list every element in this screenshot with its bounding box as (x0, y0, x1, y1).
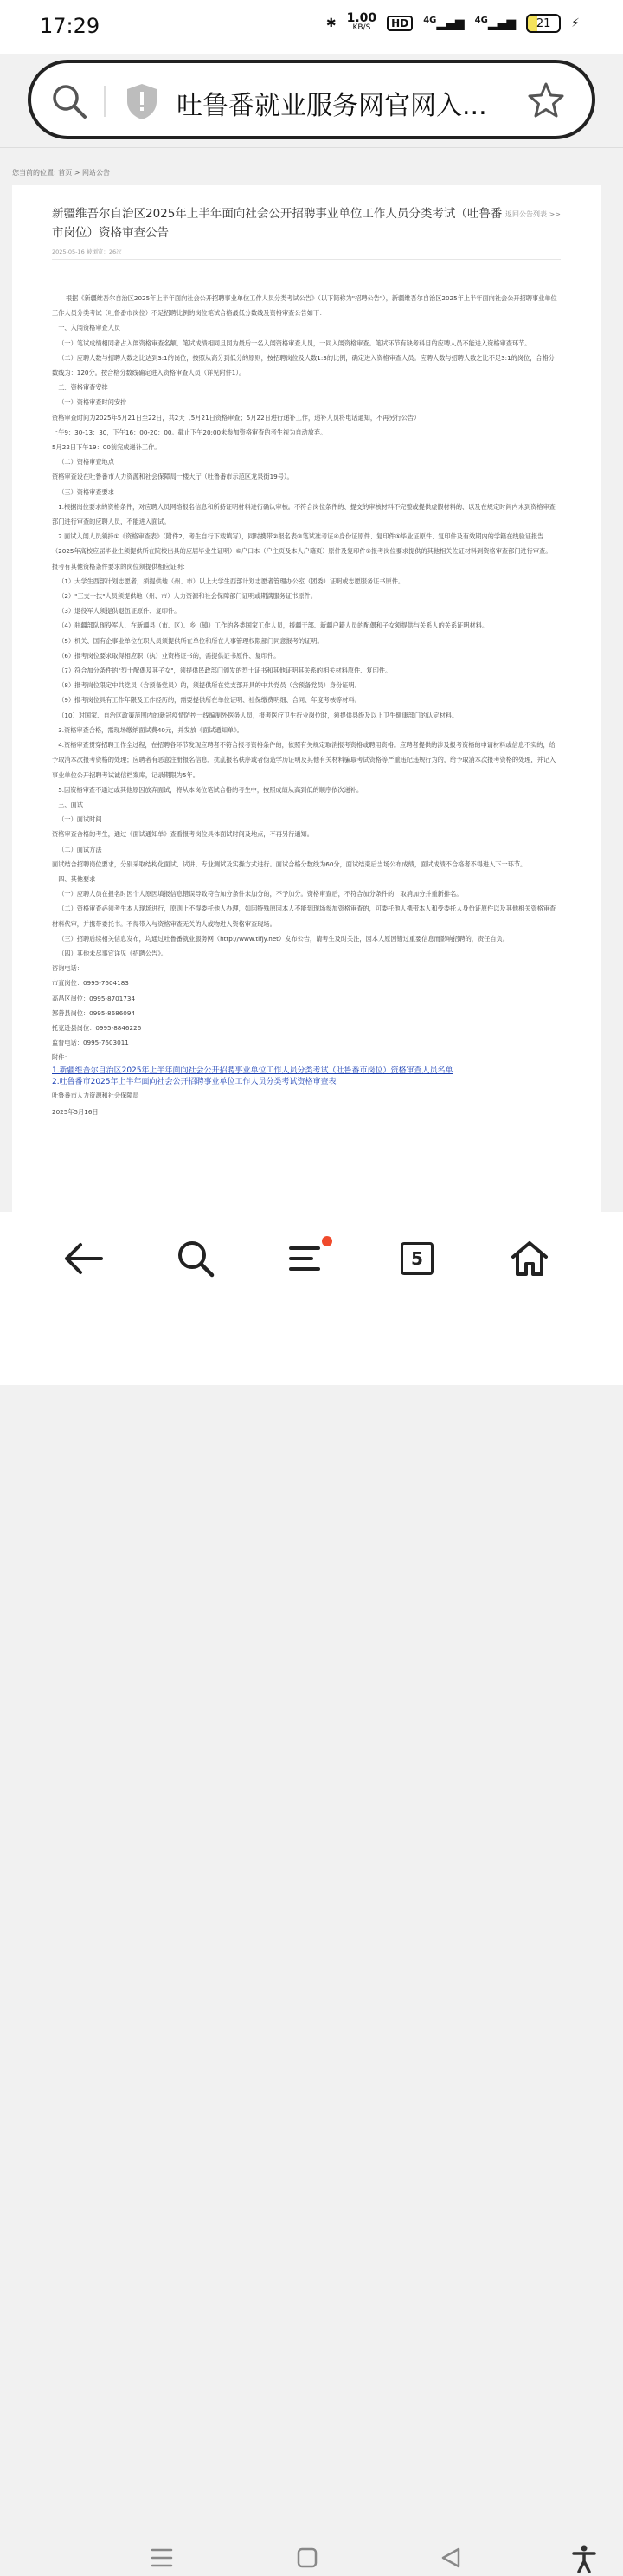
article-paragraph: 监督电话：0995-7603011 (52, 1039, 129, 1047)
article-paragraph: （9）报考岗位具有工作年限及工作经历的，需要提供所在单位证明、社保缴费明细、合同、年度考核等材料。 (58, 696, 361, 705)
article-paragraph: （5）机关、国有企事业单位在职人员须提供所在单位和所在人事管理权限部门同意报考的证明。 (58, 636, 324, 645)
article-paragraph: （二）面试方法 (58, 845, 102, 853)
article-paragraph: 4.资格审查贯穿招聘工作全过程，在招聘各环节发现应聘者不符合报考资格条件的，依照有关规定取消报考资格或聘用资格。应聘者提供的涉及报考资格的申请材料或信息不实的，给予取消本次报考资格的处理；应聘者有恶意注册报名信息，扰乱报名秩序或者伪造学历证明及其他有关材料骗取考试资格等严重违纪违规行为的，给予取消本次报考资格的处理，并记入事业单位公开招聘考试诚信档案库，记录期限为5年。 (52, 741, 556, 779)
article-paragraph: （一）面试时间 (58, 815, 102, 824)
shield-icon[interactable] (125, 82, 159, 124)
article-paragraph: （1）大学生西部计划志愿者，须提供地（州、市）以上大学生西部计划志愿者管理办公室（团委）证明或志愿服务证书原件。 (58, 576, 405, 585)
tabs-count: 5 (401, 1242, 434, 1275)
network-speed: 1.00 KB/S (346, 11, 377, 32)
article-paragraph: 咨询电话： (52, 964, 83, 973)
bookmark-star-icon[interactable] (526, 80, 566, 124)
browser-toolbar (0, 1212, 623, 1385)
tabs-button[interactable] (391, 1233, 443, 1285)
article-paragraph: （二）应聘人数与招聘人数之比达到3:1的岗位，按照从高分到低分的原则，按招聘岗位及人数1:3的比例，确定进入资格审查人员。应聘人数与招聘人数之比不足3:1的岗位，合格分数线为：120分。按合格分数线确定进入资格审查人员（详见附件1）。 (52, 353, 555, 377)
article-paragraph: 鄯善县岗位：0995-8686094 (52, 1008, 136, 1017)
toolbar-separator (0, 147, 623, 148)
article-paragraph: 四、其他要求 (58, 874, 96, 883)
back-nav-icon[interactable] (438, 2545, 464, 2571)
article-paragraph: （二）资格审查必须考生本人现场进行，原则上不得委托他人办理，如因特殊原因本人不能到现场参加资格审查的，可委托他人携带本人和受委托人身份证原件以及其他相关资格审查材料代审，并携带委托书。不得带入与资格审查无关的人或物进入资格审查现场。 (52, 905, 556, 928)
article-card (12, 185, 601, 1212)
signal-icon-2: $^{4G}$▂▄▆ (474, 16, 517, 31)
status-bar (0, 0, 623, 54)
article-paragraph: 市直岗位：0995-7604183 (52, 979, 129, 988)
address-divider (104, 86, 106, 117)
article-paragraph: 面试结合招聘岗位要求，分别采取结构化面试、试讲、专业测试及实操方式进行。面试合格分数线为60分，面试结束后当场公布成绩，面试成绩不合格者不得进入下一环节。 (52, 860, 527, 868)
article-paragraph: 资格审查设在吐鲁番市人力资源和社会保障局一楼大厅（吐鲁番市示范区龙泉街19号）。 (52, 473, 293, 481)
article-paragraph: 资格审查时间为2025年5月21日至22日，共2天（5月21日资格审查；5月22日进行递补工作，递补人员将电话通知，不再另行公告） (52, 413, 421, 422)
url-text[interactable]: 吐鲁番就业服务网官网入... (177, 91, 487, 121)
title-divider (52, 259, 561, 260)
article-paragraph: 二、资格审查安排 (58, 383, 108, 392)
home-nav-icon[interactable] (294, 2545, 320, 2571)
notification-dot (322, 1236, 332, 1246)
article-paragraph: （6）报考岗位要求取得相应职（执）业资格证书的，需提供证书原件、复印件。 (58, 651, 280, 660)
clock: 17:29 (40, 14, 100, 38)
attachment-link-1[interactable]: 1.新疆维吾尔自治区2025年上半年面向社会公开招聘事业单位工作人员分类考试（吐鲁番市岗位）资格审查人员名单 (52, 1066, 453, 1075)
attachment-link-2[interactable]: 2.吐鲁番市2025年上半年面向社会公开招聘事业单位工作人员分类考试资格审查表 (52, 1077, 337, 1086)
article-meta: 2025-05-16 被浏览：26次 (52, 248, 122, 255)
search-icon[interactable] (50, 82, 88, 124)
article-paragraph: （一）笔试成绩相同者占入闱资格审查名额，笔试成绩相同且同为最后一名入闱资格审查人员，一同入闱资格审查。笔试环节有缺考科目的应聘人员不能进入资格审查环节。 (58, 338, 531, 347)
article-paragraph: （二）资格审查地点 (58, 458, 114, 467)
article-paragraph: 托克逊县岗位：0995-8846226 (52, 1023, 142, 1032)
article-paragraph: （一）应聘人员在报名时因个人原因填报信息错误导致符合加分条件未加分的，不予加分。资格审查后，不符合加分条件的，取消加分并重新排名。 (58, 890, 463, 898)
article-paragraph: （一）资格审查时间安排 (58, 398, 127, 407)
article-paragraph: 上午9：30-13：30，下午16：00-20：00。截止下午20:00未参加资格审查的考生视为自动放弃。 (52, 428, 327, 436)
article-paragraph: （三）招聘后续相关信息发布，均通过吐鲁番就业服务网（http://www.tlfjy.net）发布公告，请考生及时关注，因本人原因错过重要信息而影响招聘的，责任自负。 (58, 934, 509, 943)
article-paragraph: 2.面试入闱人员须持①《资格审查表》（附件2，考生自行下载填写），同时携带②报名表③笔试准考证④身份证原件、复印件⑤毕业证原件、复印件及有效期内的学籍在线验证报告（2025年高校应届毕业生须提供所在院校出具的应届毕业生证明）⑥户口本（户主页及本人户籍页）原件及复印件⑦报考岗位要求提供的其他相关佐证材料到资格审查部门进行审查。 (52, 532, 552, 556)
article-body (52, 291, 561, 1119)
recent-apps-nav-icon[interactable] (149, 2545, 175, 2571)
search-button[interactable] (170, 1233, 222, 1285)
article-paragraph: 一、入闱资格审查人员 (58, 324, 121, 332)
article-paragraph: （10）对国家、自治区政策范围内的新冠疫情防控一线编制外医务人员，报考医疗卫生行业岗位时，须提供县级及以上卫生健康部门的认定材料。 (58, 711, 459, 719)
address-bar[interactable] (28, 60, 595, 139)
article-paragraph: 根据《新疆维吾尔自治区2025年上半年面向社会公开招聘事业单位工作人员分类考试公告》（以下简称为"招聘公告"），新疆维吾尔自治区2025年上半年面向社会公开招聘事业单位工作人员分类考试（吐鲁番市岗位）不足招聘比例的岗位笔试合格最低分数线及资格审查公告如下： (52, 294, 557, 318)
web-content[interactable] (0, 152, 623, 1212)
article-paragraph: 5月22日下午19：00前完成递补工作。 (52, 443, 161, 452)
article-paragraph: 附件： (52, 1053, 71, 1062)
back-button[interactable] (57, 1233, 109, 1285)
battery-icon: 21 (526, 14, 561, 33)
hd-voice-icon: HD (387, 16, 413, 31)
bluetooth-icon: ✱ (325, 16, 337, 30)
article-paragraph: （三）资格审查要求 (58, 487, 114, 496)
publish-date: 2025年5月16日 (52, 1107, 99, 1116)
article-paragraph: 资格审查合格的考生，通过《面试通知单》查看报考岗位具体面试时间及地点，不再另行通知。 (52, 830, 313, 839)
back-to-list-link[interactable]: 返回公告列表 >> (505, 210, 561, 218)
article-paragraphs (52, 291, 561, 1066)
article-paragraph: 三、面试 (58, 800, 83, 808)
status-icons (325, 11, 580, 33)
breadcrumb[interactable]: 您当前的位置: 首页 > 网站公告 (12, 169, 111, 177)
article-paragraph: （四）其他未尽事宜详见《招聘公告》。 (58, 949, 167, 957)
article-paragraph: （8）报考岗位限定中共党员（含预备党员）的，须提供所在党支部开具的中共党员（含预备党员）身份证明。 (58, 681, 361, 690)
article-paragraph: （7）符合加分条件的"烈士配偶及其子女"，须提供民政部门颁发的烈士证书和其他证明其关系的相关材料原件、复印件。 (58, 667, 392, 675)
article-paragraph: 1.根据岗位要求的资格条件，对应聘人员网络报名信息和所持证明材料进行确认审核。不符合岗位条件的、提交的审核材料不完整或提供虚假材料的、以及在规定时间内未到资格审查部门进行审查的应聘人员，不能进入面试。 (52, 502, 556, 526)
article-paragraph: 高昌区岗位：0995-8701734 (52, 994, 136, 1002)
accessibility-icon[interactable] (571, 2545, 597, 2571)
charging-icon: ⚡ (571, 16, 580, 30)
article-paragraph: 报考有其他资格条件要求的岗位须提供相应证明： (52, 562, 189, 570)
article-paragraph: （4）驻疆部队现役军人、在新疆县（市、区）、乡（镇）工作的各类国家工作人员，援疆干部、新疆户籍人员的配偶和子女须提供与关系人的关系证明材料。 (58, 621, 489, 630)
signal-icon-1: $^{4G}$▂▄▆ (423, 16, 465, 31)
article-paragraph: （3）退役军人须提供退伍证原件、复印件。 (58, 607, 181, 615)
article-paragraph: 5.因资格审查不通过或其他原因放弃面试，将从本岗位笔试合格的考生中，按照成绩从高到低的顺序依次递补。 (58, 785, 363, 794)
signature: 吐鲁番市人力资源和社会保障局 (52, 1091, 139, 1099)
page-title: 新疆维吾尔自治区2025年上半年面向社会公开招聘事业单位工作人员分类考试（吐鲁番市岗位）资格审查公告 (52, 207, 503, 240)
article-paragraph: （2）"三支一扶"人员须提供地（州、市）人力资源和社会保障部门证明或期满服务证书原件。 (58, 592, 317, 601)
article-paragraph: 3.资格审查合格，需现场缴纳面试费40元，并发放《面试通知单》。 (58, 725, 243, 734)
home-button[interactable] (504, 1233, 556, 1285)
